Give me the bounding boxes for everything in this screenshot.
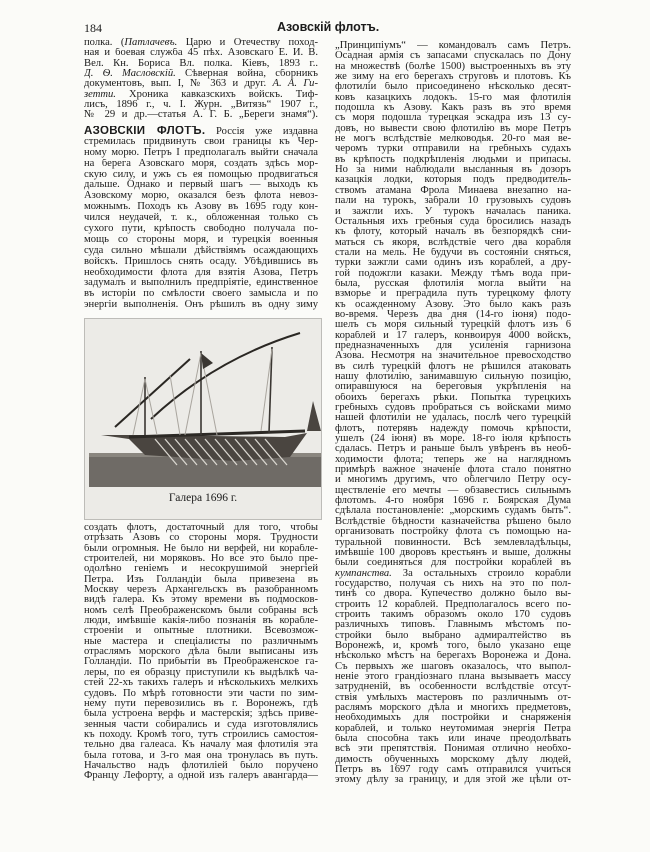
text-line: различныхъ типовъ. Главнымъ мѣстомъ по- [335,620,571,631]
text-line: войскъ. Пришлось снять осаду. Убѣдившись въ [84,256,318,267]
text-line: взморье и преградила путь турецкому флоту [335,289,571,300]
text-line: нашей флотиліи не удалась, послѣ чего турецкій [335,413,571,424]
text-line: стали на мель. Не будучи въ состояніи сняться, [335,247,571,258]
text-line: кораблей, и только неутомимая энергія Петра [335,723,571,734]
running-title: Азовскій флотъ. [277,20,380,34]
text-line: туральной повинности. Всѣ землевладѣльцы, [335,537,571,548]
text-line: Азовскому морю, оказался безъ флота невоз- [84,191,318,202]
text-line: къ флоту, который началъ въ безпорядкѣ сни- [335,227,571,238]
text-line: нѣсколько мѣстъ на берегахъ Воронежа и Дона. [335,651,571,662]
text-segment: А. А. Ги- [272,79,318,90]
text-line: подошла къ Азову. Какъ разъ въ это время [335,103,571,114]
text-line: дальше. Однако и первый шагъ — выходъ къ [84,180,318,191]
text-line: ные мастера и спеціалисты по различнымъ [84,636,318,647]
text-line: предназначенныхъ для усиленія гарнизона [335,340,571,351]
text-segment: Сѣверная война, сборникъ [175,69,318,80]
text-line: нашу флотилію, занимавшую сильную позицію, [335,372,571,382]
text-line: Начальство надъ флотиліей было поручено [84,760,318,771]
text-line: въ силѣ турецкій флотъ не рѣшился атаковать [335,361,571,372]
text-line: была устроена верфь и мастерскія; здѣсь приве- [84,709,318,720]
text-line: организовать постройку флота съ помощью на- [335,527,571,538]
text-line: видѣ галера. Къ этому времени въ подмосков- [84,595,318,606]
text-line: флотъ, потерявъ надежду помочь крѣпости, [335,423,571,434]
text-line: были огромныя. Не было ни верфей, ни корабле- [84,543,318,554]
text-line: была способна такъ или иначе преодолѣвать [335,734,571,745]
text-line: на множествѣ (болѣе 1500) выстроенныхъ въ эту [335,61,571,72]
text-line: Вслѣдствіе бѣдности казначейства рѣшено было [335,516,571,527]
text-line: гребныхъ судовъ пробраться съ войсками мимо [335,403,571,414]
text-line: стройки было выбрано адмиралтейство въ [335,630,571,641]
text-line: на берега Азовскаго моря, создать здѣсь мор- [84,158,318,169]
left-column-continued [84,523,318,782]
text-line: Голландіи. По прибытіи въ Преображенское га- [84,657,318,668]
text-line: казацкія лодки, которыя подъ предводитель- [335,175,571,186]
text-line: стремилась придвинуть свои границы къ Чер- [84,136,318,147]
text-line: димость обученныхъ морскому дѣлу людей, [335,754,571,765]
text-line: необходимыхъ для постройки и снаряженія [335,713,571,724]
text-line: съ моря подошла турецкая эскадра изъ 13 су- [335,113,571,124]
galley-figure [84,318,322,520]
text-line: ствомъ атамана Фрола Минаева внезапно на- [335,185,571,196]
article-heading: АЗОВСКІЙ ФЛОТЪ. [84,126,206,137]
text-line: ному морю. Петръ I предполагалъ выйти сначала [84,147,318,158]
text-line: ная и боевая служба 45 пѣх. Азовскаго Е. И. В. [84,48,318,59]
text-line [84,79,318,89]
references-paragraph [84,38,318,121]
text-line: одолѣно геніемъ и несокрушимой энергіей [84,564,318,575]
text-line: леры, по ея образцу приступили къ выдѣлкѣ ча- [84,667,318,678]
text-line: строить 12 кораблей. Предполагалось всего по- [335,599,571,610]
text-line: Москву черезъ Архангельскъ въ разобранномъ [84,585,318,596]
text-line: № 29 и др.—статья А. Г. Б. „Береги знамя“). [84,110,318,121]
text-line: турки зажгли сами одинъ изъ кораблей, а дру- [335,258,571,269]
text-line: стей 22-хъ такихъ галеръ и нѣсколькихъ мелкихъ [84,678,318,689]
text-line: затрудненій, въ особенности вслѣдствіе отсут- [335,682,571,693]
text-line: были соединяться для постройки кораблей въ [335,558,571,569]
text-line: Остальныя ихъ гребныя суда бросились назадъ [335,216,571,227]
stern-flag [307,401,321,431]
galley-pennant [201,353,213,369]
text-line: Воронежѣ, и, кромѣ того, было указано еще [335,640,571,651]
text-line: скую силу, и ужъ съ ея помощью продвигаться [84,169,318,180]
text-line: имѣвшіе 100 дворовъ крестьянъ и выше, должны [335,547,571,558]
text-segment: Россія уже издавна [205,126,318,137]
text-line: тинѣ со двора. Купечество должно было вы- [335,589,571,600]
text-line: всѣ эти препятствія. Понимая отлично необхо- [335,744,571,755]
text-line: ходимости флота; теперь же на наглядномъ [335,454,571,465]
text-line: ковъ казацкихъ лодокъ. 15-го мая флотилія [335,92,571,103]
text-segment: кумпанства. [335,568,392,579]
text-line: энергіи выполненія. Онъ рѣшилъ въ одну зиму [84,300,318,311]
text-line: Петра. Изъ Голландіи была привезена въ [84,574,318,585]
text-line: Азова. Несмотря на значительное превосходство [335,351,571,362]
text-line: Но за ними наблюдали высланныя въ дозоръ [335,165,571,176]
text-line: была готова, и 3-го мая она тронулась въ путь. [84,750,318,761]
text-line [335,569,571,579]
text-line: можнымъ. Походъ къ Азову въ 1695 году кон- [84,202,318,213]
text-line: суда сильно мѣшали дѣйствіямъ осаждающихъ [84,245,318,256]
text-line: была, русская флотилія могла выйти на [335,278,571,289]
text-line: флотиліи было присоединено нѣсколько десят- [335,82,571,93]
text-line: сдалась. Петръ и раньше былъ увѣренъ въ необ- [335,444,571,455]
text-line: кораблей и 17 галеръ, конвоируя 4000 войскъ, [335,330,571,341]
text-segment: полка. ( [84,38,125,48]
text-line [84,90,318,100]
text-line: флотомъ. 4-го ноября 1696 г. Боярская Дума [335,496,571,507]
text-line: Осадная армія съ запасами спускалась по Дону [335,51,571,62]
text-line: строителей, ни моряковъ. Но все это было пре- [84,554,318,565]
text-line: сухого пути, крѣпость свободно получала по- [84,224,318,235]
text-segment: Д. Ѳ. Масловскій. [84,69,176,80]
text-line: Францу Лефорту, а одной изъ галеръ авангарда— [84,771,318,782]
text-line: Вел. Кн. Бориса Вл. полка. Кіевъ, 1893 г.. [84,58,318,69]
text-line: обоихъ берегахъ рѣки. Попытка турецкихъ [335,392,571,403]
text-line: нему пути перевозились въ г. Воронежъ, гдѣ [84,698,318,709]
text-line [84,69,318,79]
text-line: ществленіе его мечты — обзавестись сильнымъ [335,485,571,496]
text-line: сдѣлала постановленіе: „морскимъ судамъ быть“. [335,506,571,517]
text-line: „Принципіумъ“ — командовалъ самъ Петръ. [335,41,571,51]
text-line: шелъ съ моря сильный турецкій флотъ изъ 6 [335,320,571,331]
article-intro-paragraph [84,126,318,311]
text-line: опиравшуюся на береговыя укрѣпленія на [335,382,571,393]
text-line: къ осажденному Азову. Это было какъ разъ [335,299,571,310]
text-line: государство, получая съ нихъ на это по пол- [335,578,571,589]
text-line [84,126,318,137]
text-line: довъ, но вывести свою флотилію въ море Петръ [335,123,571,134]
text-line: чился неудачей, т. к., обложенная только съ [84,213,318,224]
text-line: примѣрѣ важное значеніе флота стало понятно [335,465,571,476]
text-segment: Хроника кавказскихъ войскъ. Тиф- [115,89,318,100]
text-line: строить такимъ образомъ около 170 судовъ [335,609,571,620]
text-segment: Патлачевъ. [124,38,178,48]
text-line: въ крѣпость подкрѣпленія людьми и припасы. [335,154,571,165]
text-line: неніе этого грандіознаго плана вызываетъ массу [335,671,571,682]
text-line: ушелъ (24 іюня) въ море. 18-го іюля крѣпость [335,434,571,445]
text-segment: Царю и Отечеству поход- [177,38,318,48]
text-line: строеніи и опытные плотники. Всевозмож- [84,626,318,637]
text-line: создать флотъ, достаточный для того, чтобы [84,523,318,533]
page-number: 184 [84,21,102,35]
text-line: Съ первыхъ же шаговъ оказалось, что выпол- [335,661,571,672]
text-line: и зажгли ихъ. У турокъ началась паника. [335,206,571,217]
text-line: гой подожгли казаки. Между тѣмъ вода при- [335,268,571,279]
text-line: этому дѣлу за границу, и для этой же цѣли от- [335,775,571,786]
text-line: Петръ въ 1697 году самъ отправился учиться [335,765,571,776]
text-line: отраслямъ морского дѣла были выписаны изъ [84,647,318,658]
text-line: ствія умѣлыхъ мастеровъ по различнымъ от- [335,692,571,703]
text-line: и многимъ другимъ, что облегчило Петру осу- [335,475,571,486]
text-line: пали на турокъ, забрали 10 грузовыхъ судовъ [335,196,571,207]
text-line: въ исторіи по смѣлости своего замысла и по [84,289,318,300]
text-line: къ походу. Кромѣ того, тутъ строились самостоя- [84,729,318,740]
text-line: не могъ вслѣдствіе мелководья. 20-го мая ве- [335,134,571,145]
text-line: мощь со стороны моря, и турецкія военныя [84,234,318,245]
text-line: маться съ якоря, вслѣдствіе чего два корабля [335,237,571,248]
text-line: необходимости флота для взятія Азова, Петръ [84,267,318,278]
text-segment: документовъ, вып. I, № 363 и друг. [84,79,273,90]
text-line: черомъ турки отправили на гребныхъ судахъ [335,144,571,155]
text-line: же зиму на его берегахъ струговъ и плотовъ. Къ [335,72,571,83]
text-line: тельно два галеаса. Къ началу мая флотилія эта [84,740,318,751]
text-line [84,38,318,48]
text-line: во-время. Черезъ два дня (14-го іюня) подо- [335,309,571,320]
figure-caption: Галера 1696 г. [168,492,238,504]
text-line: лисъ, 1896 г., ч. I. Журн. „Витязь“ 1907 г., [84,100,318,111]
text-line: номъ селѣ Преображенскомъ были собраны всѣ [84,605,318,616]
text-line: задумалъ и выполнилъ предпріятіе, единственное [84,278,318,289]
text-line: люди, имѣвшіе какія-либо познанія въ корабле- [84,616,318,627]
text-line: зенныя части собирались и суда изготовлялись [84,719,318,730]
text-line: отрѣзать Азовъ со стороны моря. Трудности [84,533,318,544]
display-plinth [89,455,321,487]
text-segment: За остальныхъ строило корабли [391,568,571,579]
text-segment: зетти. [84,89,116,100]
text-line: судовъ. По мѣрѣ готовности эти части по зим- [84,688,318,699]
right-column-text [335,41,571,786]
text-line: раслямъ морского дѣла и многихъ предметовъ, [335,703,571,713]
